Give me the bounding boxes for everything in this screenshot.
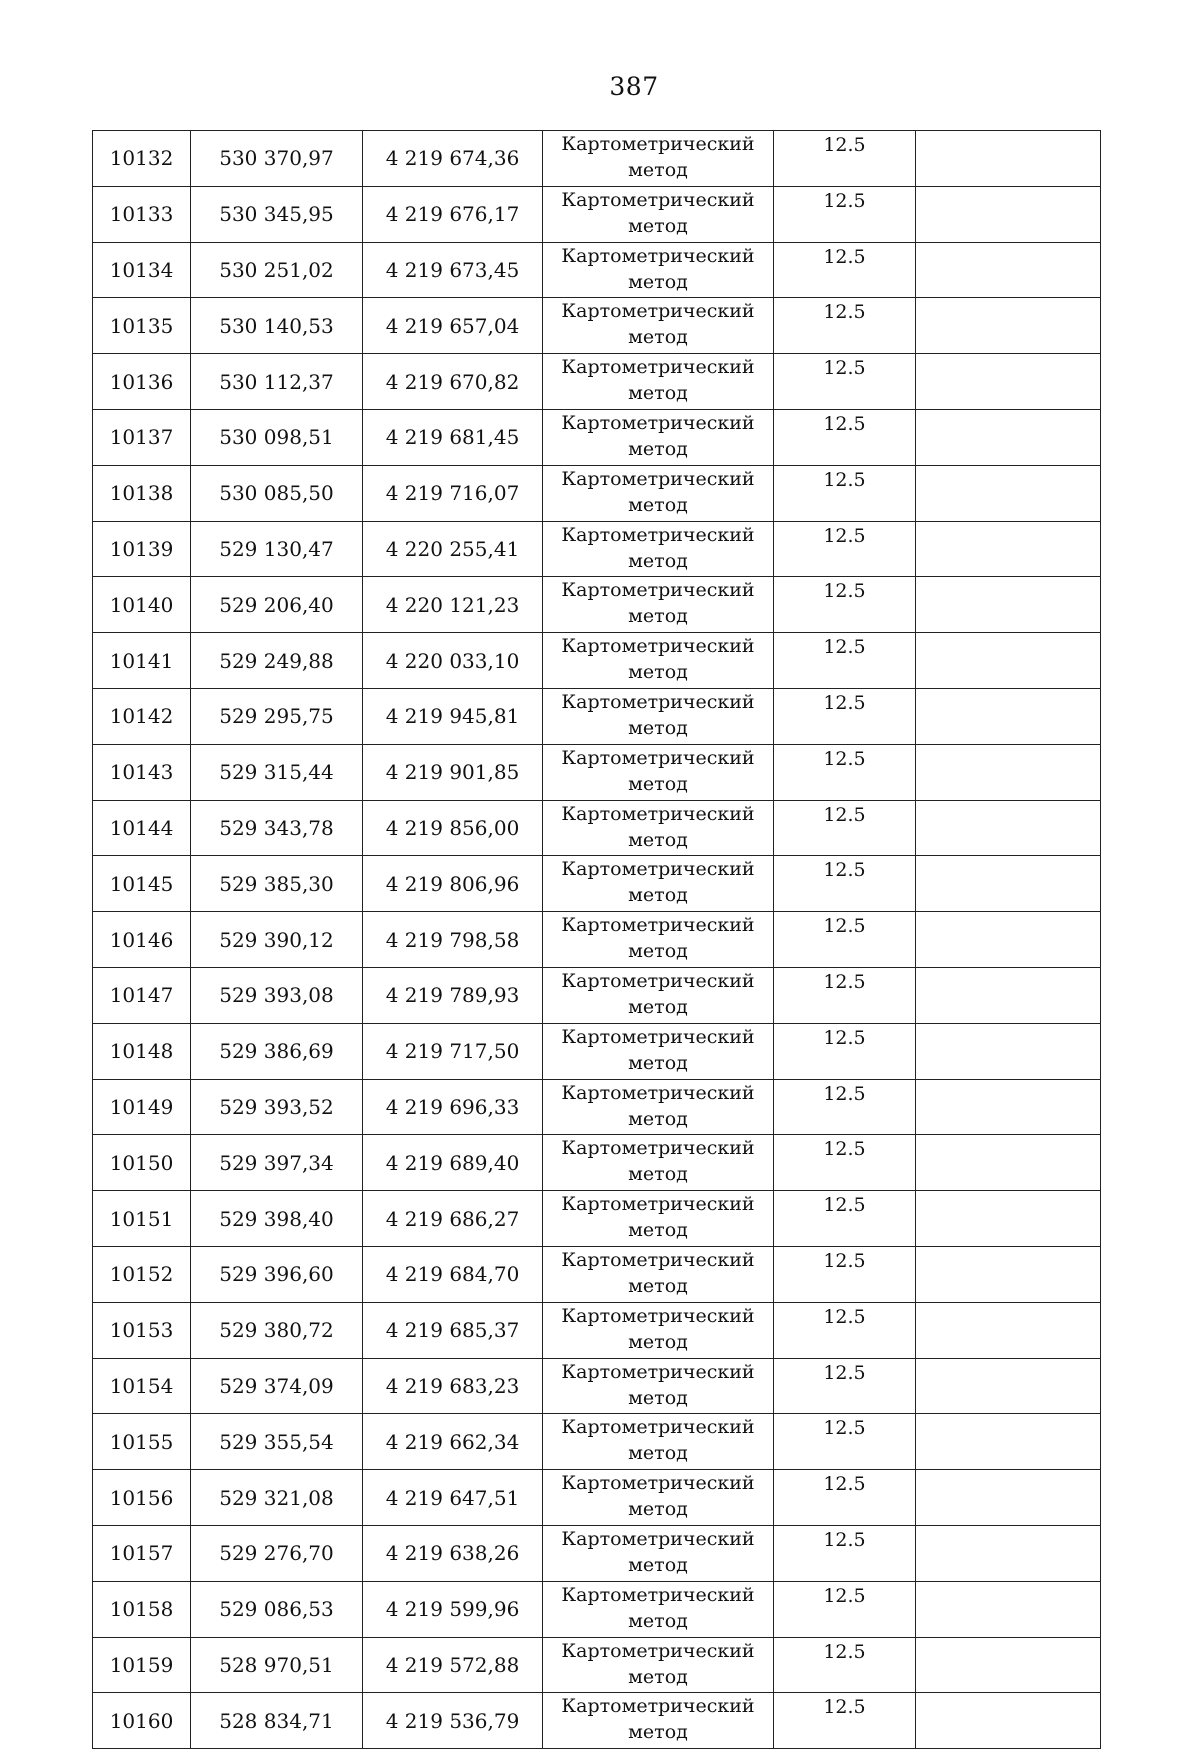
accuracy-cell: 12.5 (774, 242, 916, 298)
table-row (93, 1693, 1101, 1749)
accuracy-cell: 12.5 (774, 1358, 916, 1414)
y-coordinate-cell: 4 219 670,82 (363, 354, 543, 410)
table-row (93, 1191, 1101, 1247)
method-line-1: Картометрический (561, 1360, 755, 1383)
accuracy-cell: 12.5 (774, 967, 916, 1023)
method-cell (543, 521, 774, 577)
method-cell (543, 1023, 774, 1079)
table-row (93, 521, 1101, 577)
note-cell (916, 521, 1101, 577)
note-cell (916, 1023, 1101, 1079)
method-line-1: Картометрический (561, 1248, 755, 1271)
note-cell (916, 298, 1101, 354)
method-line-2: метод (628, 326, 688, 349)
method-line-2: метод (628, 1163, 688, 1186)
x-coordinate-cell: 529 385,30 (191, 856, 363, 912)
method-line-1: Картометрический (561, 914, 755, 937)
accuracy-cell: 12.5 (774, 409, 916, 465)
note-cell (916, 1470, 1101, 1526)
y-coordinate-cell: 4 219 674,36 (363, 131, 543, 187)
note-cell (916, 633, 1101, 689)
y-coordinate-cell: 4 220 033,10 (363, 633, 543, 689)
x-coordinate-cell: 529 380,72 (191, 1302, 363, 1358)
x-coordinate-cell: 529 386,69 (191, 1023, 363, 1079)
method-line-2: метод (628, 270, 688, 293)
method-line-1: Картометрический (561, 1527, 755, 1550)
y-coordinate-cell: 4 219 806,96 (363, 856, 543, 912)
table-row (93, 1023, 1101, 1079)
method-cell (543, 1693, 774, 1749)
method-cell (543, 1135, 774, 1191)
page-number: 387 (609, 72, 659, 101)
table-row (93, 912, 1101, 968)
method-line-1: Картометрический (561, 133, 755, 155)
note-cell (916, 856, 1101, 912)
x-coordinate-cell: 529 315,44 (191, 744, 363, 800)
point-id-cell: 10149 (93, 1079, 191, 1135)
accuracy-cell: 12.5 (774, 1693, 916, 1749)
method-line-1: Картометрический (561, 300, 755, 323)
method-cell (543, 354, 774, 410)
accuracy-cell: 12.5 (774, 1637, 916, 1693)
method-line-1: Картометрический (561, 690, 755, 713)
method-cell (543, 1302, 774, 1358)
table-row (93, 688, 1101, 744)
method-line-2: метод (628, 995, 688, 1018)
y-coordinate-cell: 4 219 685,37 (363, 1302, 543, 1358)
method-cell (543, 1191, 774, 1247)
table-row (93, 1470, 1101, 1526)
note-cell (916, 1191, 1101, 1247)
method-cell (543, 1246, 774, 1302)
y-coordinate-cell: 4 219 901,85 (363, 744, 543, 800)
x-coordinate-cell: 529 393,08 (191, 967, 363, 1023)
note-cell (916, 688, 1101, 744)
point-id-cell: 10159 (93, 1637, 191, 1693)
method-line-1: Картометрический (561, 1472, 755, 1495)
y-coordinate-cell: 4 219 798,58 (363, 912, 543, 968)
method-cell (543, 577, 774, 633)
point-id-cell: 10136 (93, 354, 191, 410)
table-row (93, 1414, 1101, 1470)
method-line-1: Картометрический (561, 802, 755, 825)
point-id-cell: 10146 (93, 912, 191, 968)
method-line-2: метод (628, 828, 688, 851)
note-cell (916, 912, 1101, 968)
method-line-1: Картометрический (561, 523, 755, 546)
method-cell (543, 1470, 774, 1526)
accuracy-cell: 12.5 (774, 186, 916, 242)
method-line-2: метод (628, 716, 688, 739)
point-id-cell: 10138 (93, 465, 191, 521)
note-cell (916, 1414, 1101, 1470)
x-coordinate-cell: 529 276,70 (191, 1525, 363, 1581)
accuracy-cell: 12.5 (774, 1525, 916, 1581)
method-cell (543, 1358, 774, 1414)
method-line-1: Картометрический (561, 1193, 755, 1216)
y-coordinate-cell: 4 219 572,88 (363, 1637, 543, 1693)
y-coordinate-cell: 4 219 676,17 (363, 186, 543, 242)
method-line-2: метод (628, 1274, 688, 1297)
note-cell (916, 1079, 1101, 1135)
x-coordinate-cell: 529 086,53 (191, 1581, 363, 1637)
table-row (93, 242, 1101, 298)
point-id-cell: 10135 (93, 298, 191, 354)
note-cell (916, 1525, 1101, 1581)
method-line-1: Картометрический (561, 467, 755, 490)
y-coordinate-cell: 4 219 683,23 (363, 1358, 543, 1414)
y-coordinate-cell: 4 219 686,27 (363, 1191, 543, 1247)
note-cell (916, 1302, 1101, 1358)
note-cell (916, 1135, 1101, 1191)
method-line-1: Картометрический (561, 1081, 755, 1104)
y-coordinate-cell: 4 219 657,04 (363, 298, 543, 354)
accuracy-cell: 12.5 (774, 633, 916, 689)
accuracy-cell: 12.5 (774, 521, 916, 577)
method-cell (543, 744, 774, 800)
table-row (93, 800, 1101, 856)
x-coordinate-cell: 529 355,54 (191, 1414, 363, 1470)
x-coordinate-cell: 530 112,37 (191, 354, 363, 410)
method-line-2: метод (628, 772, 688, 795)
method-cell (543, 1581, 774, 1637)
method-line-2: метод (628, 549, 688, 572)
method-line-1: Картометрический (561, 1416, 755, 1439)
table-row (93, 1525, 1101, 1581)
y-coordinate-cell: 4 219 638,26 (363, 1525, 543, 1581)
method-cell (543, 912, 774, 968)
accuracy-cell: 12.5 (774, 1581, 916, 1637)
method-cell (543, 967, 774, 1023)
point-id-cell: 10132 (93, 131, 191, 187)
x-coordinate-cell: 529 206,40 (191, 577, 363, 633)
method-line-1: Картометрический (561, 1304, 755, 1327)
method-line-2: метод (628, 1219, 688, 1242)
method-line-1: Картометрический (561, 746, 755, 769)
note-cell (916, 967, 1101, 1023)
x-coordinate-cell: 530 098,51 (191, 409, 363, 465)
accuracy-cell: 12.5 (774, 354, 916, 410)
method-cell (543, 298, 774, 354)
method-line-2: метод (628, 1498, 688, 1521)
note-cell (916, 242, 1101, 298)
accuracy-cell: 12.5 (774, 688, 916, 744)
accuracy-cell: 12.5 (774, 800, 916, 856)
point-id-cell: 10133 (93, 186, 191, 242)
method-cell (543, 688, 774, 744)
accuracy-cell: 12.5 (774, 1023, 916, 1079)
y-coordinate-cell: 4 219 789,93 (363, 967, 543, 1023)
method-line-2: метод (628, 940, 688, 963)
point-id-cell: 10157 (93, 1525, 191, 1581)
point-id-cell: 10141 (93, 633, 191, 689)
coordinates-table-body (93, 131, 1101, 1749)
accuracy-cell: 12.5 (774, 577, 916, 633)
method-cell (543, 1079, 774, 1135)
method-cell (543, 1414, 774, 1470)
x-coordinate-cell: 530 345,95 (191, 186, 363, 242)
point-id-cell: 10144 (93, 800, 191, 856)
method-line-2: метод (628, 1609, 688, 1632)
y-coordinate-cell: 4 219 716,07 (363, 465, 543, 521)
table-row (93, 131, 1101, 187)
y-coordinate-cell: 4 219 536,79 (363, 1693, 543, 1749)
point-id-cell: 10153 (93, 1302, 191, 1358)
y-coordinate-cell: 4 219 945,81 (363, 688, 543, 744)
method-line-1: Картометрический (561, 356, 755, 379)
method-cell (543, 633, 774, 689)
note-cell (916, 186, 1101, 242)
y-coordinate-cell: 4 219 717,50 (363, 1023, 543, 1079)
x-coordinate-cell: 529 130,47 (191, 521, 363, 577)
note-cell (916, 800, 1101, 856)
method-line-1: Картометрический (561, 188, 755, 211)
point-id-cell: 10137 (93, 409, 191, 465)
point-id-cell: 10150 (93, 1135, 191, 1191)
point-id-cell: 10158 (93, 1581, 191, 1637)
x-coordinate-cell: 530 085,50 (191, 465, 363, 521)
method-line-2: метод (628, 1330, 688, 1353)
table-row (93, 1581, 1101, 1637)
y-coordinate-cell: 4 219 681,45 (363, 409, 543, 465)
accuracy-cell: 12.5 (774, 131, 916, 187)
accuracy-cell: 12.5 (774, 1079, 916, 1135)
table-row (93, 409, 1101, 465)
point-id-cell: 10152 (93, 1246, 191, 1302)
point-id-cell: 10154 (93, 1358, 191, 1414)
point-id-cell: 10145 (93, 856, 191, 912)
x-coordinate-cell: 529 390,12 (191, 912, 363, 968)
method-cell (543, 131, 774, 187)
method-line-1: Картометрический (561, 244, 755, 267)
method-line-2: метод (628, 1107, 688, 1130)
table-row (93, 1358, 1101, 1414)
table-row (93, 1246, 1101, 1302)
note-cell (916, 131, 1101, 187)
note-cell (916, 1358, 1101, 1414)
y-coordinate-cell: 4 220 255,41 (363, 521, 543, 577)
accuracy-cell: 12.5 (774, 1191, 916, 1247)
accuracy-cell: 12.5 (774, 1135, 916, 1191)
point-id-cell: 10151 (93, 1191, 191, 1247)
table-row (93, 744, 1101, 800)
method-line-1: Картометрический (561, 579, 755, 602)
point-id-cell: 10160 (93, 1693, 191, 1749)
table-row (93, 1302, 1101, 1358)
accuracy-cell: 12.5 (774, 1414, 916, 1470)
method-line-1: Картометрический (561, 1639, 755, 1662)
method-cell (543, 800, 774, 856)
method-line-2: метод (628, 1665, 688, 1688)
coordinates-table (92, 130, 1101, 1749)
y-coordinate-cell: 4 219 673,45 (363, 242, 543, 298)
point-id-cell: 10156 (93, 1470, 191, 1526)
point-id-cell: 10147 (93, 967, 191, 1023)
table-row (93, 1135, 1101, 1191)
method-line-2: метод (628, 605, 688, 628)
note-cell (916, 577, 1101, 633)
method-line-1: Картометрический (561, 411, 755, 434)
y-coordinate-cell: 4 219 696,33 (363, 1079, 543, 1135)
table-row (93, 1079, 1101, 1135)
method-cell (543, 409, 774, 465)
point-id-cell: 10148 (93, 1023, 191, 1079)
method-line-1: Картометрический (561, 1695, 755, 1718)
method-line-1: Картометрический (561, 635, 755, 658)
method-line-2: метод (628, 1553, 688, 1576)
y-coordinate-cell: 4 219 599,96 (363, 1581, 543, 1637)
method-line-2: метод (628, 493, 688, 516)
method-cell (543, 1637, 774, 1693)
note-cell (916, 465, 1101, 521)
x-coordinate-cell: 529 396,60 (191, 1246, 363, 1302)
x-coordinate-cell: 529 397,34 (191, 1135, 363, 1191)
method-line-2: метод (628, 1386, 688, 1409)
method-line-2: метод (628, 1721, 688, 1744)
note-cell (916, 1693, 1101, 1749)
x-coordinate-cell: 529 295,75 (191, 688, 363, 744)
note-cell (916, 409, 1101, 465)
point-id-cell: 10142 (93, 688, 191, 744)
y-coordinate-cell: 4 219 662,34 (363, 1414, 543, 1470)
method-line-2: метод (628, 382, 688, 405)
method-line-1: Картометрический (561, 1025, 755, 1048)
accuracy-cell: 12.5 (774, 1246, 916, 1302)
note-cell (916, 744, 1101, 800)
x-coordinate-cell: 528 970,51 (191, 1637, 363, 1693)
point-id-cell: 10143 (93, 744, 191, 800)
accuracy-cell: 12.5 (774, 298, 916, 354)
y-coordinate-cell: 4 219 856,00 (363, 800, 543, 856)
table-row (93, 577, 1101, 633)
x-coordinate-cell: 530 140,53 (191, 298, 363, 354)
accuracy-cell: 12.5 (774, 912, 916, 968)
point-id-cell: 10134 (93, 242, 191, 298)
table-row (93, 298, 1101, 354)
table-row (93, 354, 1101, 410)
x-coordinate-cell: 530 251,02 (191, 242, 363, 298)
table-row (93, 856, 1101, 912)
x-coordinate-cell: 529 343,78 (191, 800, 363, 856)
x-coordinate-cell: 529 374,09 (191, 1358, 363, 1414)
method-line-2: метод (628, 661, 688, 684)
y-coordinate-cell: 4 219 647,51 (363, 1470, 543, 1526)
accuracy-cell: 12.5 (774, 1302, 916, 1358)
method-line-2: метод (628, 884, 688, 907)
accuracy-cell: 12.5 (774, 1470, 916, 1526)
point-id-cell: 10139 (93, 521, 191, 577)
x-coordinate-cell: 529 398,40 (191, 1191, 363, 1247)
accuracy-cell: 12.5 (774, 465, 916, 521)
x-coordinate-cell: 530 370,97 (191, 131, 363, 187)
method-line-2: метод (628, 1442, 688, 1465)
point-id-cell: 10155 (93, 1414, 191, 1470)
table-row (93, 1637, 1101, 1693)
x-coordinate-cell: 529 393,52 (191, 1079, 363, 1135)
table-row (93, 967, 1101, 1023)
note-cell (916, 354, 1101, 410)
y-coordinate-cell: 4 220 121,23 (363, 577, 543, 633)
method-cell (543, 856, 774, 912)
x-coordinate-cell: 528 834,71 (191, 1693, 363, 1749)
method-cell (543, 465, 774, 521)
method-line-2: метод (628, 437, 688, 460)
note-cell (916, 1581, 1101, 1637)
method-line-1: Картометрический (561, 969, 755, 992)
accuracy-cell: 12.5 (774, 744, 916, 800)
point-id-cell: 10140 (93, 577, 191, 633)
method-cell (543, 186, 774, 242)
method-line-1: Картометрический (561, 1583, 755, 1606)
table-row (93, 465, 1101, 521)
table-row (93, 633, 1101, 689)
method-line-2: метод (628, 1051, 688, 1074)
method-line-1: Картометрический (561, 858, 755, 881)
y-coordinate-cell: 4 219 684,70 (363, 1246, 543, 1302)
note-cell (916, 1246, 1101, 1302)
table-row (93, 186, 1101, 242)
method-cell (543, 1525, 774, 1581)
x-coordinate-cell: 529 321,08 (191, 1470, 363, 1526)
note-cell (916, 1637, 1101, 1693)
x-coordinate-cell: 529 249,88 (191, 633, 363, 689)
method-line-2: метод (628, 214, 688, 237)
y-coordinate-cell: 4 219 689,40 (363, 1135, 543, 1191)
method-cell (543, 242, 774, 298)
accuracy-cell: 12.5 (774, 856, 916, 912)
method-line-1: Картометрический (561, 1137, 755, 1160)
method-line-2: метод (628, 159, 688, 181)
